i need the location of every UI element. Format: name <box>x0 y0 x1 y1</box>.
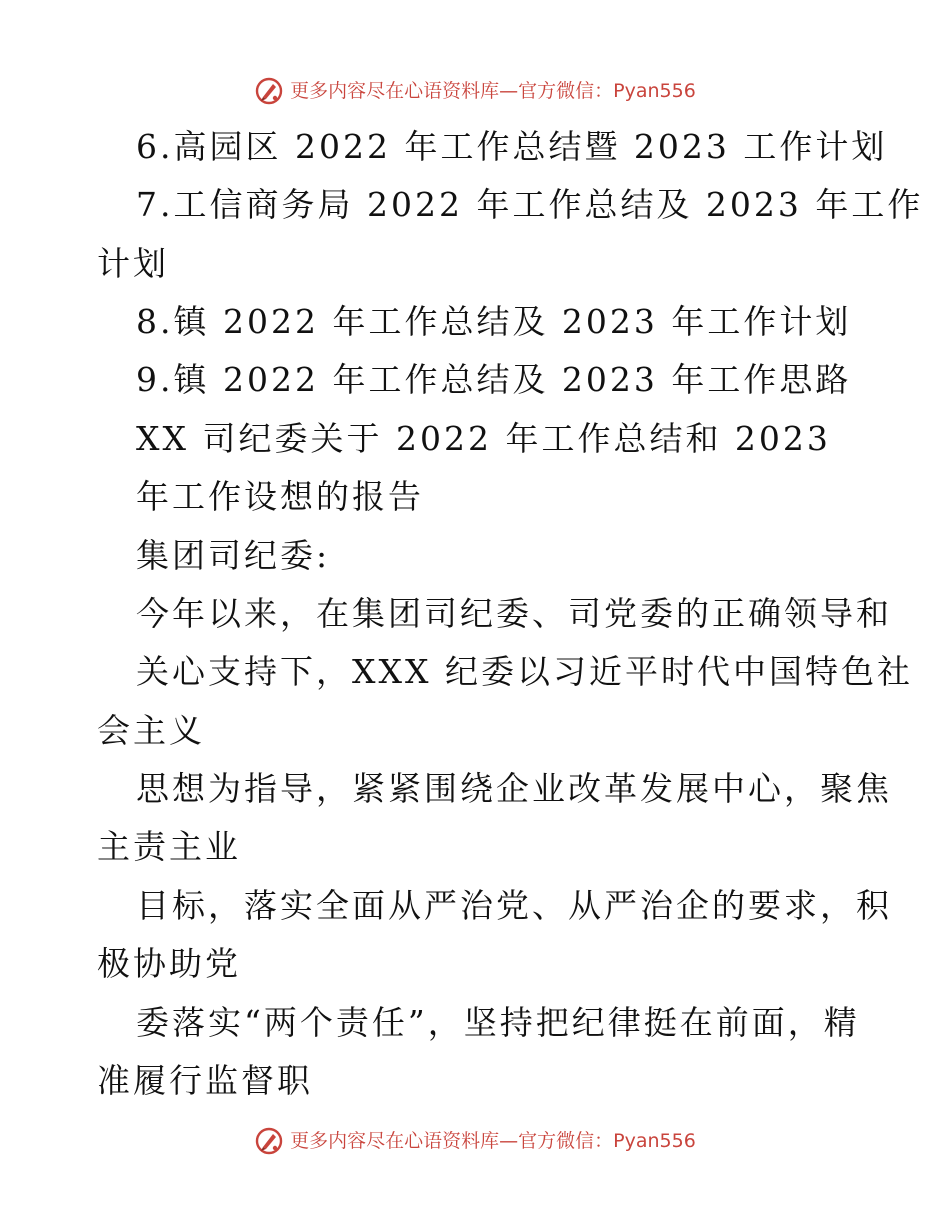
text-line: 9.镇 2022 年工作总结及 2023 年工作思路 <box>136 360 852 399</box>
watermark-footer <box>0 1126 950 1156</box>
text-line: 思想为指导，紧紧围绕企业改革发展中心，聚焦 <box>136 769 892 808</box>
text-line: 极协助党 <box>97 944 241 983</box>
text-line: XX 司纪委关于 2022 年工作总结和 2023 <box>136 419 831 458</box>
text-line: 目标，落实全面从严治党、从严治企的要求，积 <box>136 886 892 925</box>
text-line: 委落实“两个责任”，坚持把纪律挺在前面，精 <box>136 1003 860 1042</box>
text-line: 集团司纪委: <box>136 536 331 575</box>
text-line: 8.镇 2022 年工作总结及 2023 年工作计划 <box>136 302 852 341</box>
text-line: 准履行监督职 <box>97 1061 313 1100</box>
text-line: 关心支持下，XXX 纪委以习近平时代中国特色社 <box>136 652 913 691</box>
text-line: 计划 <box>97 244 169 283</box>
pen-logo-icon <box>254 1126 284 1156</box>
text-line: 主责主业 <box>97 827 241 866</box>
text-line: 会主义 <box>97 711 205 750</box>
watermark-text: 更多内容尽在心语资料库—官方微信：Pyan556 <box>290 80 696 102</box>
watermark-text: 更多内容尽在心语资料库—官方微信：Pyan556 <box>290 1130 696 1152</box>
text-line: 年工作设想的报告 <box>136 477 424 516</box>
text-line: 今年以来，在集团司纪委、司党委的正确领导和 <box>136 594 892 633</box>
text-line: 6.高园区 2022 年工作总结暨 2023 工作计划 <box>136 127 888 166</box>
text-line: 7.工信商务局 2022 年工作总结及 2023 年工作 <box>136 185 924 224</box>
